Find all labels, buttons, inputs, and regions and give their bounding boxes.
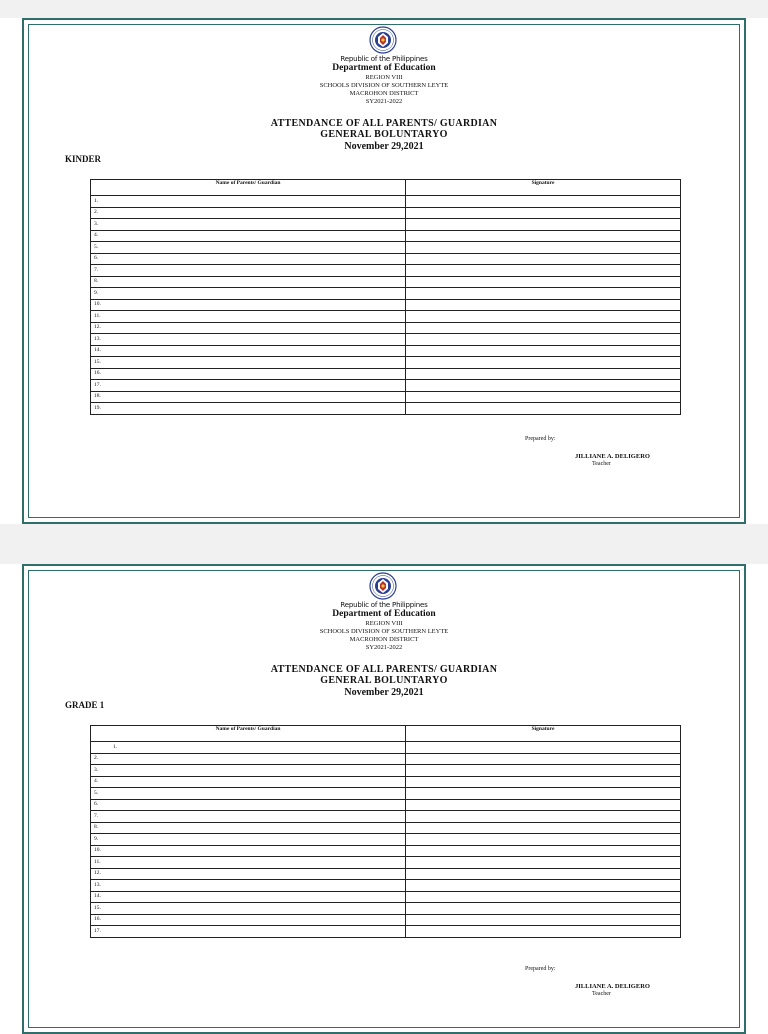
signature-cell	[406, 914, 681, 926]
table-row	[91, 230, 681, 242]
signature-cell	[406, 880, 681, 892]
prepared-by-label: Prepared by:	[525, 966, 556, 972]
signature-cell	[406, 403, 681, 415]
teacher-role: Teacher	[592, 991, 611, 997]
signature-cell	[406, 891, 681, 903]
column-header-signature: Signature	[406, 726, 681, 742]
signature-cell	[406, 391, 681, 403]
table-row	[91, 299, 681, 311]
row-number: 17.	[91, 926, 406, 938]
table-row	[91, 776, 681, 788]
row-number: 6.	[91, 253, 406, 265]
signature-cell	[406, 345, 681, 357]
table-row	[91, 242, 681, 254]
table-row	[91, 391, 681, 403]
row-number: 5.	[91, 788, 406, 800]
table-row	[91, 265, 681, 277]
signature-cell	[406, 207, 681, 219]
district-line: MACROHON DISTRICT	[349, 90, 419, 97]
table-header-row	[91, 726, 681, 742]
signature-cell	[406, 265, 681, 277]
row-number: 16.	[91, 368, 406, 380]
table-row	[91, 253, 681, 265]
document-title: ATTENDANCE OF ALL PARENTS/ GUARDIAN	[270, 118, 498, 129]
table-row	[91, 219, 681, 231]
row-number: 4.	[91, 230, 406, 242]
row-number: 14.	[91, 891, 406, 903]
grade-level-label: GRADE 1	[65, 700, 105, 710]
signature-cell	[406, 230, 681, 242]
row-number: 17.	[91, 380, 406, 392]
row-number: 12.	[91, 868, 406, 880]
row-number: 4.	[91, 776, 406, 788]
signature-cell	[406, 357, 681, 369]
table-row	[91, 196, 681, 208]
signature-cell	[406, 299, 681, 311]
document-date: November 29,2021	[344, 687, 424, 698]
table-row	[91, 311, 681, 323]
table-row	[91, 357, 681, 369]
table-row	[91, 765, 681, 777]
signature-cell	[406, 322, 681, 334]
table-row	[91, 799, 681, 811]
signature-cell	[406, 926, 681, 938]
deped-seal-icon	[369, 26, 397, 54]
row-number: 1.	[91, 742, 406, 754]
signature-cell	[406, 334, 681, 346]
division-line: SCHOOLS DIVISION OF SOUTHERN LEYTE	[319, 628, 449, 635]
document-title: ATTENDANCE OF ALL PARENTS/ GUARDIAN	[270, 664, 498, 675]
table-row	[91, 207, 681, 219]
attendance-sheet-grade-1	[22, 564, 746, 1034]
table-row	[91, 288, 681, 300]
table-row	[91, 380, 681, 392]
signature-cell	[406, 788, 681, 800]
signature-cell	[406, 368, 681, 380]
row-number: 16.	[91, 914, 406, 926]
row-number: 7.	[91, 811, 406, 823]
row-number: 5.	[91, 242, 406, 254]
signature-cell	[406, 742, 681, 754]
division-line: SCHOOLS DIVISION OF SOUTHERN LEYTE	[319, 82, 449, 89]
attendance-table	[90, 725, 681, 938]
table-row	[91, 845, 681, 857]
table-row	[91, 926, 681, 938]
signature-cell	[406, 776, 681, 788]
table-row	[91, 788, 681, 800]
signature-cell	[406, 857, 681, 869]
republic-line: Republic of the Philippines	[340, 601, 428, 609]
signature-cell	[406, 811, 681, 823]
row-number: 11.	[91, 311, 406, 323]
table-row	[91, 834, 681, 846]
signature-cell	[406, 219, 681, 231]
row-number: 10.	[91, 845, 406, 857]
page-gap-top	[0, 0, 768, 18]
signature-cell	[406, 288, 681, 300]
table-row	[91, 811, 681, 823]
row-number: 12.	[91, 322, 406, 334]
signature-cell	[406, 903, 681, 915]
row-number: 10.	[91, 299, 406, 311]
signature-cell	[406, 834, 681, 846]
table-row	[91, 753, 681, 765]
row-number: 15.	[91, 357, 406, 369]
region-line: REGION VIII	[365, 620, 403, 627]
row-number: 15.	[91, 903, 406, 915]
row-number: 3.	[91, 765, 406, 777]
row-number: 11.	[91, 857, 406, 869]
signature-cell	[406, 753, 681, 765]
table-row	[91, 276, 681, 288]
signature-cell	[406, 196, 681, 208]
signature-cell	[406, 845, 681, 857]
row-number: 18.	[91, 391, 406, 403]
table-row	[91, 857, 681, 869]
row-number: 8.	[91, 276, 406, 288]
document-subtitle: GENERAL BOLUNTARYO	[320, 675, 448, 686]
table-row	[91, 903, 681, 915]
table-row	[91, 322, 681, 334]
table-row	[91, 334, 681, 346]
row-number: 2.	[91, 753, 406, 765]
signature-cell	[406, 868, 681, 880]
row-number: 2.	[91, 207, 406, 219]
row-number: 13.	[91, 880, 406, 892]
row-number: 7.	[91, 265, 406, 277]
department-line: Department of Education	[332, 63, 436, 73]
row-number: 1.	[91, 196, 406, 208]
table-row	[91, 822, 681, 834]
table-row	[91, 868, 681, 880]
signature-cell	[406, 765, 681, 777]
region-line: REGION VIII	[365, 74, 403, 81]
column-header-name: Name of Parents/ Guardian	[91, 726, 406, 742]
grade-level-label: KINDER	[65, 154, 102, 164]
row-number: 9.	[91, 834, 406, 846]
page-gap-middle	[0, 524, 768, 564]
school-year-line: SY2021-2022	[365, 644, 403, 651]
signature-cell	[406, 822, 681, 834]
signature-cell	[406, 242, 681, 254]
table-row	[91, 403, 681, 415]
document-date: November 29,2021	[344, 141, 424, 152]
prepared-by-label: Prepared by:	[525, 436, 556, 442]
teacher-role: Teacher	[592, 461, 611, 467]
district-line: MACROHON DISTRICT	[349, 636, 419, 643]
row-number: 13.	[91, 334, 406, 346]
row-number: 14.	[91, 345, 406, 357]
row-number: 3.	[91, 219, 406, 231]
department-line: Department of Education	[332, 609, 436, 619]
table-row	[91, 742, 681, 754]
attendance-table	[90, 179, 681, 415]
table-row	[91, 891, 681, 903]
deped-seal-icon	[369, 572, 397, 600]
row-number: 8.	[91, 822, 406, 834]
school-year-line: SY2021-2022	[365, 98, 403, 105]
signature-cell	[406, 276, 681, 288]
signature-cell	[406, 311, 681, 323]
table-row	[91, 368, 681, 380]
table-row	[91, 345, 681, 357]
teacher-name: JILLIANE A. DELIGERO	[575, 983, 650, 990]
row-number: 19.	[91, 403, 406, 415]
table-header-row	[91, 180, 681, 196]
teacher-name: JILLIANE A. DELIGERO	[575, 453, 650, 460]
document-subtitle: GENERAL BOLUNTARYO	[320, 129, 448, 140]
signature-cell	[406, 253, 681, 265]
table-row	[91, 914, 681, 926]
column-header-signature: Signature	[406, 180, 681, 196]
table-row	[91, 880, 681, 892]
attendance-sheet-kinder	[22, 18, 746, 524]
row-number: 6.	[91, 799, 406, 811]
column-header-name: Name of Parents/ Guardian	[91, 180, 406, 196]
signature-cell	[406, 799, 681, 811]
row-number: 9.	[91, 288, 406, 300]
republic-line: Republic of the Philippines	[340, 55, 428, 63]
signature-cell	[406, 380, 681, 392]
